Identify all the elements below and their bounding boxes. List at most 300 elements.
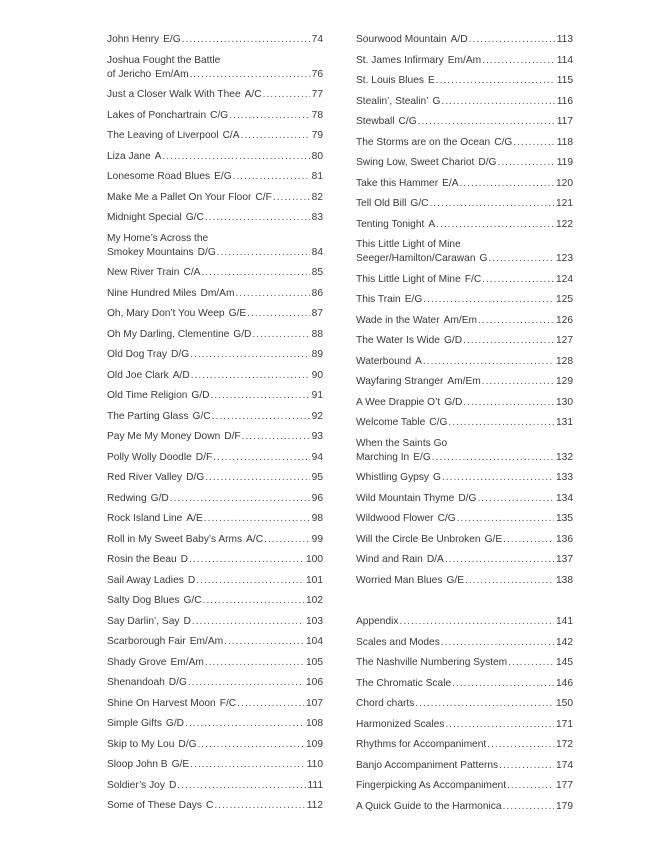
toc-entry[interactable] xyxy=(356,355,573,369)
toc-entry[interactable] xyxy=(107,369,323,383)
dot-leader xyxy=(190,758,305,772)
toc-entry-page-number: 123 xyxy=(556,253,573,264)
toc-entry[interactable] xyxy=(107,328,323,342)
toc-entry-page-number: 79 xyxy=(311,130,323,141)
toc-entry-title: This Little Light of Mine xyxy=(356,273,461,285)
toc-entry[interactable] xyxy=(107,170,323,184)
dot-leader xyxy=(191,369,310,383)
toc-entry[interactable] xyxy=(107,779,323,793)
toc-entry[interactable] xyxy=(356,375,573,389)
toc-entry[interactable] xyxy=(356,492,573,506)
toc-entry-title: of Jericho xyxy=(107,68,152,80)
toc-entry-title: Seeger/Hamilton/Carawan xyxy=(356,253,476,264)
dot-leader xyxy=(465,574,554,588)
toc-entry[interactable] xyxy=(107,348,323,362)
toc-entry-title: Fingerpicking As Accompaniment xyxy=(356,780,507,791)
toc-entry-page-number: 137 xyxy=(556,554,573,565)
toc-entry-key: G xyxy=(433,472,441,483)
toc-entry-title: Skip to My Lou xyxy=(107,738,175,750)
dot-leader xyxy=(190,68,310,82)
toc-entry-key: G/D xyxy=(150,492,169,504)
toc-entry-page-number: 76 xyxy=(311,68,323,80)
dot-leader xyxy=(460,177,554,191)
toc-entry[interactable] xyxy=(107,471,323,485)
dot-leader xyxy=(457,512,554,526)
toc-entry-title: Stealin’, Stealin’ xyxy=(356,95,429,107)
toc-entry-page-number: 119 xyxy=(556,157,573,168)
toc-entry[interactable] xyxy=(107,758,323,772)
toc-entry-page-number: 81 xyxy=(311,171,323,182)
toc-entry-title: Lonesome Road Blues xyxy=(107,171,211,182)
toc-entry[interactable] xyxy=(107,307,323,321)
toc-entry-key: G/C xyxy=(410,198,429,209)
toc-entry[interactable] xyxy=(107,54,323,82)
toc-entry-key: G/C xyxy=(192,410,211,422)
toc-entry-page-number: 91 xyxy=(311,390,323,401)
toc-entry-key: A/D xyxy=(172,369,190,381)
toc-entry-page-number: 136 xyxy=(556,533,573,545)
toc-entry-key: G/D xyxy=(165,718,185,729)
toc-entry[interactable] xyxy=(107,615,323,629)
toc-entry-key: D/G xyxy=(197,246,216,258)
toc-entry-page-number: 117 xyxy=(556,116,573,127)
toc-entry-title: Appendix xyxy=(356,616,399,627)
toc-entry-page-number: 150 xyxy=(556,698,573,709)
toc-entry-key: Em/Am xyxy=(189,636,224,647)
toc-entry[interactable] xyxy=(107,799,323,813)
dot-leader xyxy=(204,512,310,526)
toc-entry-page-number: 87 xyxy=(311,308,323,319)
toc-entry-key: C/A xyxy=(222,130,240,141)
toc-entry-page-number: 122 xyxy=(556,218,573,230)
toc-entry-title-line: Joshua Fought the Battle xyxy=(107,54,221,66)
toc-entry-key: G/E xyxy=(484,533,503,545)
toc-entry-key: D/F xyxy=(224,431,241,442)
toc-entry[interactable] xyxy=(356,615,573,629)
toc-column-left xyxy=(107,33,323,820)
toc-entry[interactable] xyxy=(356,738,573,752)
toc-entry[interactable] xyxy=(356,677,573,691)
toc-entry-page-number: 134 xyxy=(556,492,573,504)
dot-leader xyxy=(182,33,310,47)
toc-entry-key: G xyxy=(432,95,441,107)
toc-entry-key: A/C xyxy=(244,89,262,100)
toc-entry[interactable] xyxy=(107,492,323,506)
toc-entry[interactable] xyxy=(356,800,573,814)
toc-entry-page-number: 92 xyxy=(311,410,323,422)
toc-entry[interactable] xyxy=(356,238,573,266)
toc-entry[interactable] xyxy=(107,594,323,608)
dot-leader xyxy=(478,314,554,328)
dot-leader xyxy=(436,74,555,88)
toc-entry-title: The Leaving of Liverpool xyxy=(107,130,219,141)
toc-entry[interactable] xyxy=(356,136,573,150)
toc-entry-page-number: 77 xyxy=(311,89,323,100)
toc-entry[interactable] xyxy=(107,88,323,102)
toc-entry-title: The Storms are on the Ocean xyxy=(356,136,491,148)
dot-leader xyxy=(503,800,554,814)
toc-entry-title: Smokey Mountains xyxy=(107,246,194,258)
dot-leader xyxy=(477,492,554,506)
toc-entry-title: Shine On Harvest Moon xyxy=(107,697,216,709)
toc-entry-title: Red River Valley xyxy=(107,472,183,483)
toc-entry-title: Marching In xyxy=(356,451,410,463)
toc-entry-key: Em/Am xyxy=(447,54,482,66)
dot-leader xyxy=(192,615,304,629)
toc-entry-page-number: 179 xyxy=(556,800,573,812)
toc-entry[interactable] xyxy=(107,389,323,403)
toc-entry-page-number: 101 xyxy=(306,574,323,586)
dot-leader xyxy=(482,54,555,68)
toc-entry-key: Am/Em xyxy=(443,314,478,326)
toc-entry-key: D xyxy=(168,779,177,791)
toc-entry-page-number: 124 xyxy=(556,273,573,285)
toc-entry[interactable] xyxy=(356,33,573,47)
toc-entry[interactable] xyxy=(356,779,573,793)
toc-entry-title: Make Me a Pallet On Your Floor xyxy=(107,191,252,203)
toc-entry[interactable] xyxy=(356,74,573,88)
toc-entry-key: D/G xyxy=(178,738,197,750)
dot-leader xyxy=(399,615,554,629)
toc-entry[interactable] xyxy=(356,533,573,547)
dot-leader xyxy=(205,656,304,670)
toc-entry-key: C/G xyxy=(437,513,456,524)
toc-entry-title: Rhythms for Accompaniment xyxy=(356,739,487,750)
toc-entry-key: D/F xyxy=(195,451,213,463)
toc-entry-page-number: 96 xyxy=(311,492,323,504)
dot-leader xyxy=(214,799,304,813)
toc-entry[interactable] xyxy=(356,512,573,526)
toc-entry[interactable] xyxy=(107,676,323,690)
dot-leader xyxy=(196,574,304,588)
toc-entry-title: Waterbound xyxy=(356,355,412,367)
toc-entry-page-number: 88 xyxy=(311,328,323,340)
toc-entry-title: Old Joe Clark xyxy=(107,369,169,381)
toc-entry-page-number: 108 xyxy=(306,718,323,729)
toc-entry[interactable] xyxy=(356,553,573,567)
toc-entry-page-number: 127 xyxy=(556,335,573,346)
toc-entry-key: C/G xyxy=(429,417,448,428)
toc-entry-page-number: 95 xyxy=(311,472,323,483)
toc-entry-title: Worried Man Blues xyxy=(356,574,443,586)
dot-leader xyxy=(441,95,554,109)
toc-entry-page-number: 133 xyxy=(556,472,573,483)
toc-entry-title: Wade in the Water xyxy=(356,314,440,326)
toc-entry-title: A Wee Drappie O’t xyxy=(356,396,441,408)
toc-entry-title-line: When the Saints Go xyxy=(356,437,448,449)
toc-entry[interactable] xyxy=(356,334,573,348)
toc-entry[interactable] xyxy=(107,656,323,670)
toc-entry-title: Liza Jane xyxy=(107,150,151,162)
toc-entry-title: Scarborough Fair xyxy=(107,636,186,647)
dot-leader xyxy=(189,553,304,567)
toc-entry-page-number: 102 xyxy=(306,595,323,606)
toc-entry-title: Whistling Gypsy xyxy=(356,472,430,483)
dot-leader xyxy=(237,697,304,711)
dot-leader xyxy=(445,718,554,732)
toc-entry[interactable] xyxy=(107,512,323,526)
toc-entry[interactable] xyxy=(356,437,573,465)
dot-leader xyxy=(482,375,554,389)
toc-entry-key: E/A xyxy=(442,177,459,189)
toc-entry-page-number: 128 xyxy=(556,355,573,367)
toc-entry-page-number: 171 xyxy=(556,718,573,730)
toc-entry-page-number: 141 xyxy=(556,616,573,627)
dot-leader xyxy=(233,170,310,184)
toc-entry-page-number: 129 xyxy=(556,376,573,387)
toc-entry-page-number: 86 xyxy=(311,287,323,299)
toc-entry-page-number: 100 xyxy=(306,554,323,565)
toc-entry-key: D/G xyxy=(168,677,187,688)
dot-leader xyxy=(499,759,554,773)
toc-entry[interactable] xyxy=(107,574,323,588)
toc-entry-page-number: 145 xyxy=(556,657,573,668)
dot-leader xyxy=(213,451,309,465)
toc-entry[interactable] xyxy=(107,129,323,143)
toc-entry-title: St. James Infirmary xyxy=(356,54,444,66)
toc-entry-title: Midnight Special xyxy=(107,212,182,223)
toc-entry-key: G/E xyxy=(446,574,465,586)
toc-entry-key: E xyxy=(427,75,435,86)
dot-leader xyxy=(441,636,554,650)
toc-entry-page-number: 114 xyxy=(556,54,573,66)
toc-entry-title: Wind and Rain xyxy=(356,554,423,565)
dot-leader xyxy=(263,88,310,102)
dot-leader xyxy=(235,287,309,301)
toc-entry-key: D/A xyxy=(426,554,444,565)
dot-leader xyxy=(436,218,554,232)
toc-entry[interactable] xyxy=(107,533,323,547)
dot-leader xyxy=(170,492,310,506)
toc-entry-key: Am/Em xyxy=(447,376,481,387)
toc-entry-title: Say Darlin’, Say xyxy=(107,615,180,627)
toc-entry[interactable] xyxy=(356,471,573,485)
toc-entry[interactable] xyxy=(107,191,323,205)
toc-entry[interactable] xyxy=(107,430,323,444)
toc-entry[interactable] xyxy=(356,54,573,68)
toc-entry[interactable] xyxy=(107,109,323,123)
toc-entry[interactable] xyxy=(107,717,323,731)
dot-leader xyxy=(229,109,309,123)
toc-entry-page-number: 89 xyxy=(311,349,323,360)
toc-entry-key: G/C xyxy=(183,595,202,606)
toc-entry-title: Nine Hundred Miles xyxy=(107,287,197,299)
toc-entry-title: The Parting Glass xyxy=(107,410,189,422)
toc-entry[interactable] xyxy=(356,115,573,129)
dot-leader xyxy=(508,656,554,670)
toc-entry-key: Em/Am xyxy=(170,656,204,668)
toc-entry-title: Just a Closer Walk With Thee xyxy=(107,89,241,100)
toc-entry[interactable] xyxy=(356,697,573,711)
toc-entry-title: Stewball xyxy=(356,116,395,127)
dot-leader xyxy=(469,33,555,47)
toc-entry-page-number: 94 xyxy=(311,451,323,463)
toc-entry-key: F/C xyxy=(219,697,237,709)
toc-entry-page-number: 135 xyxy=(556,513,573,524)
toc-entry-title-line: This Little Light of Mine xyxy=(356,239,461,250)
toc-entry-title: John Henry xyxy=(107,34,160,45)
toc-entry-page-number: 83 xyxy=(311,212,323,223)
toc-entry-title: New River Train xyxy=(107,267,180,278)
dot-leader xyxy=(273,191,310,205)
dot-leader xyxy=(190,348,310,362)
toc-entry[interactable] xyxy=(356,177,573,191)
toc-entry[interactable] xyxy=(356,293,573,307)
toc-entry-title: The Water Is Wide xyxy=(356,335,440,346)
toc-entry-page-number: 126 xyxy=(556,314,573,326)
toc-entry-key: C/A xyxy=(183,267,201,278)
toc-entry[interactable] xyxy=(356,416,573,430)
dot-leader xyxy=(463,334,554,348)
toc-entry-page-number: 110 xyxy=(306,759,323,770)
toc-entry-key: D xyxy=(183,615,191,627)
toc-entry-key: G/E xyxy=(171,759,190,770)
toc-entry-title: Roll in My Sweet Baby’s Arms xyxy=(107,533,243,545)
toc-entry-title: Tell Old Bill xyxy=(356,198,407,209)
toc-entry[interactable] xyxy=(107,232,323,260)
toc-entry[interactable] xyxy=(356,396,573,410)
toc-entry-page-number: 99 xyxy=(311,533,323,545)
dot-leader xyxy=(497,156,554,170)
toc-entry[interactable] xyxy=(107,150,323,164)
toc-entry[interactable] xyxy=(356,314,573,328)
toc-entry[interactable] xyxy=(356,218,573,232)
toc-entry-page-number: 132 xyxy=(556,451,573,463)
toc-entry-key: A/E xyxy=(186,513,203,524)
toc-entry-key: E/G xyxy=(404,294,423,305)
dot-leader xyxy=(188,676,304,690)
toc-entry-title: Wildwood Flower xyxy=(356,513,434,524)
toc-entry-title: Soldier’s Joy xyxy=(107,779,165,791)
dot-leader xyxy=(513,136,554,150)
toc-entry-key: A xyxy=(154,150,162,162)
toc-entry-title: Wild Mountain Thyme xyxy=(356,492,455,504)
section-gap xyxy=(356,594,573,615)
toc-entry-page-number: 142 xyxy=(556,636,573,648)
dot-leader xyxy=(252,328,309,342)
toc-entry-key: Dm/Am xyxy=(200,287,235,299)
toc-entry[interactable] xyxy=(356,156,573,170)
toc-entry-key: C xyxy=(205,800,214,811)
toc-entry-key: E/G xyxy=(163,34,181,45)
toc-entry-key: A/C xyxy=(246,533,264,545)
toc-entry-key: A xyxy=(415,355,422,367)
toc-entry-page-number: 74 xyxy=(311,34,323,45)
toc-entry-page-number: 115 xyxy=(556,75,573,86)
toc-entry-key: C/G xyxy=(210,109,229,121)
dot-leader xyxy=(463,396,554,410)
toc-entry[interactable] xyxy=(356,718,573,732)
toc-entry[interactable] xyxy=(107,697,323,711)
toc-entry-title: Will the Circle Be Unbroken xyxy=(356,533,481,545)
toc-entry-key: G xyxy=(479,253,488,264)
toc-entry-page-number: 82 xyxy=(311,191,323,203)
toc-entry[interactable] xyxy=(107,553,323,567)
toc-entry[interactable] xyxy=(356,636,573,650)
toc-entry-page-number: 78 xyxy=(311,109,323,121)
toc-entry-page-number: 104 xyxy=(306,636,323,647)
toc-entry-title: Rock Island Line xyxy=(107,513,183,524)
dot-leader xyxy=(488,252,554,266)
toc-entry-page-number: 93 xyxy=(311,431,323,442)
toc-entry-page-number: 111 xyxy=(307,779,323,791)
toc-entry-page-number: 131 xyxy=(556,417,573,428)
toc-entry-title-line: My Home’s Across the xyxy=(107,232,209,244)
toc-entry-title: Oh My Darling, Clementine xyxy=(107,328,230,340)
toc-column-right xyxy=(356,33,573,820)
toc-entry[interactable] xyxy=(356,197,573,211)
toc-entry-title: Banjo Accompaniment Patterns xyxy=(356,759,499,771)
dot-leader xyxy=(212,410,310,424)
dot-leader xyxy=(211,389,310,403)
dot-leader xyxy=(507,779,554,793)
toc-entry[interactable] xyxy=(107,287,323,301)
toc-entry-page-number: 103 xyxy=(306,615,323,627)
dot-leader xyxy=(423,293,554,307)
toc-entry[interactable] xyxy=(356,656,573,670)
dot-leader xyxy=(482,273,554,287)
dot-leader xyxy=(487,738,554,752)
toc-entry-page-number: 177 xyxy=(556,780,573,791)
toc-entry[interactable] xyxy=(356,574,573,588)
toc-entry-key: G/D xyxy=(444,396,463,408)
dot-leader xyxy=(452,677,554,691)
toc-entry[interactable] xyxy=(356,95,573,109)
toc-entry[interactable] xyxy=(107,635,323,649)
toc-entry-title: The Nashville Numbering System xyxy=(356,657,508,668)
toc-entry-title: Old Dog Tray xyxy=(107,349,168,360)
toc-entry-page-number: 90 xyxy=(311,369,323,381)
toc-entry[interactable] xyxy=(107,410,323,424)
toc-entry[interactable] xyxy=(107,738,323,752)
toc-entry-title: Take this Hammer xyxy=(356,177,439,189)
toc-entry[interactable] xyxy=(107,266,323,280)
toc-entry-page-number: 121 xyxy=(556,198,573,209)
toc-entry-title: Simple Gifts xyxy=(107,718,162,729)
toc-entry[interactable] xyxy=(356,759,573,773)
dot-leader xyxy=(445,553,554,567)
toc-entry[interactable] xyxy=(107,33,323,47)
toc-entry-key: G/C xyxy=(185,212,204,223)
toc-entry-page-number: 112 xyxy=(306,800,323,811)
toc-entry-title: St. Louis Blues xyxy=(356,75,424,86)
dot-leader xyxy=(205,211,310,225)
toc-entry-page-number: 146 xyxy=(556,677,573,689)
toc-entry[interactable] xyxy=(107,211,323,225)
toc-entry-page-number: 172 xyxy=(556,739,573,750)
dot-leader xyxy=(442,471,554,485)
toc-entry-key: G/D xyxy=(443,335,463,346)
toc-entry-title: Shenandoah xyxy=(107,677,165,688)
toc-entry-title: Rosin the Beau xyxy=(107,554,177,565)
toc-entry-page-number: 116 xyxy=(556,95,573,107)
toc-entry-key: D xyxy=(180,554,189,565)
toc-entry-key: E/G xyxy=(214,171,232,182)
toc-entry[interactable] xyxy=(107,451,323,465)
toc-entry-page-number: 98 xyxy=(311,513,323,524)
dot-leader xyxy=(423,355,554,369)
toc-entry-page-number: 107 xyxy=(306,697,323,709)
toc-entry-key: G/D xyxy=(191,390,210,401)
toc-entry-title: Sourwood Mountain xyxy=(356,34,447,45)
toc-entry[interactable] xyxy=(356,273,573,287)
dot-leader xyxy=(247,307,309,321)
toc-entry-key: D/G xyxy=(186,472,205,483)
toc-entry-key: D/G xyxy=(478,157,497,168)
toc-entry-title: Polly Wolly Doodle xyxy=(107,451,192,463)
toc-entry-title: Welcome Table xyxy=(356,417,426,428)
toc-entry-key: F/C xyxy=(464,273,482,285)
